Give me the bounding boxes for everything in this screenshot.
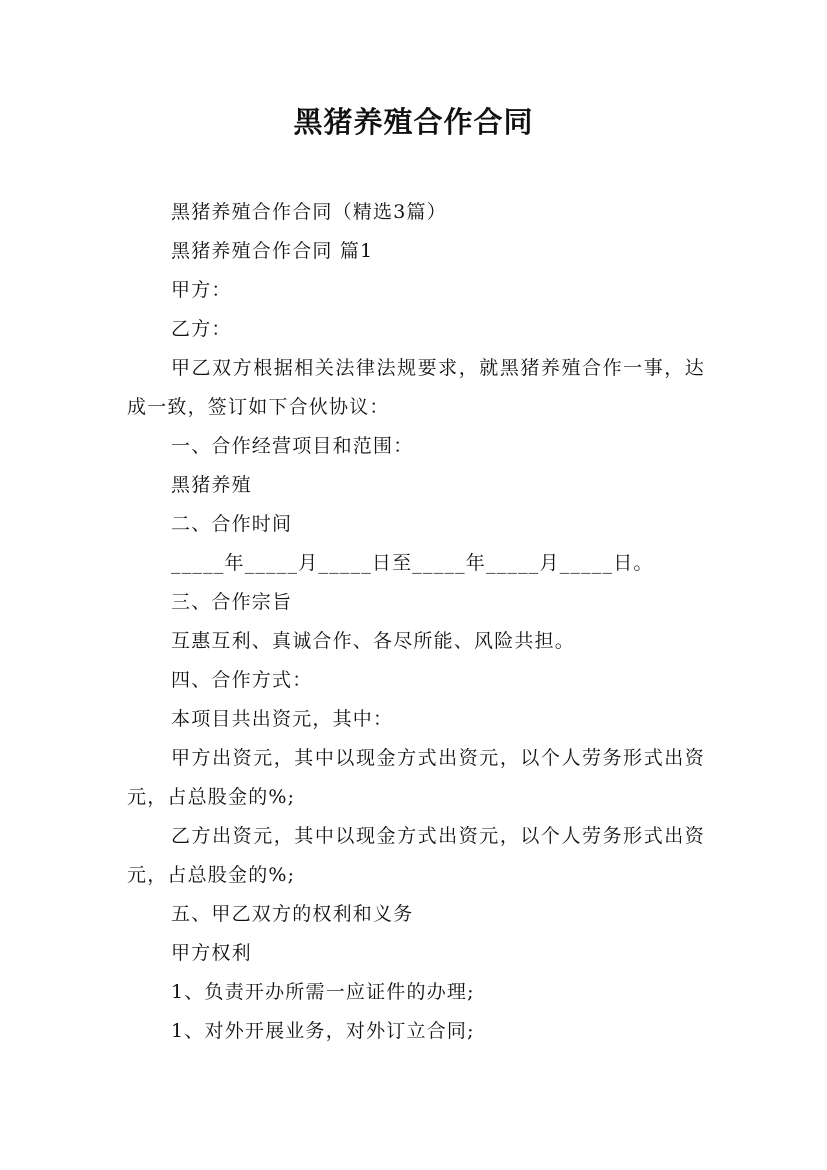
paragraph: 1、对外开展业务，对外订立合同; [171, 1020, 475, 1042]
paragraph: 本项目共出资元，其中： [171, 708, 394, 730]
paragraph: 黑猪养殖合作合同 篇1 [171, 240, 374, 262]
document-title: 黑猪养殖合作合同 [293, 105, 534, 139]
paragraph: 二、合作时间 [171, 513, 293, 535]
paragraph: 1、负责开办所需一应证件的办理; [171, 981, 475, 1003]
paragraph: 互惠互利、真诚合作、各尽所能、风险共担。 [171, 630, 576, 652]
paragraph: 四、合作方式： [171, 669, 313, 691]
document-body [127, 193, 705, 1051]
paragraph: 乙方出资元，其中以现金方式出资元，以个人劳务形式出资元，占总股金的%; [127, 825, 705, 886]
paragraph: _____年_____月_____日至_____年_____月_____日。 [171, 552, 654, 574]
paragraph: 黑猪养殖 [171, 474, 252, 496]
paragraph: 甲方： [171, 279, 232, 301]
paragraph: 乙方： [171, 318, 232, 340]
paragraph: 甲方权利 [171, 942, 252, 964]
paragraph: 一、合作经营项目和范围： [171, 435, 414, 457]
paragraph: 黑猪养殖合作合同（精选3篇） [171, 201, 447, 223]
paragraph: 甲方出资元，其中以现金方式出资元，以个人劳务形式出资元，占总股金的%; [127, 747, 705, 808]
paragraph: 三、合作宗旨 [171, 591, 293, 613]
paragraph: 五、甲乙双方的权利和义务 [171, 903, 414, 925]
paragraph: 甲乙双方根据相关法律法规要求，就黑猪养殖合作一事，达成一致，签订如下合伙协议： [127, 357, 705, 418]
